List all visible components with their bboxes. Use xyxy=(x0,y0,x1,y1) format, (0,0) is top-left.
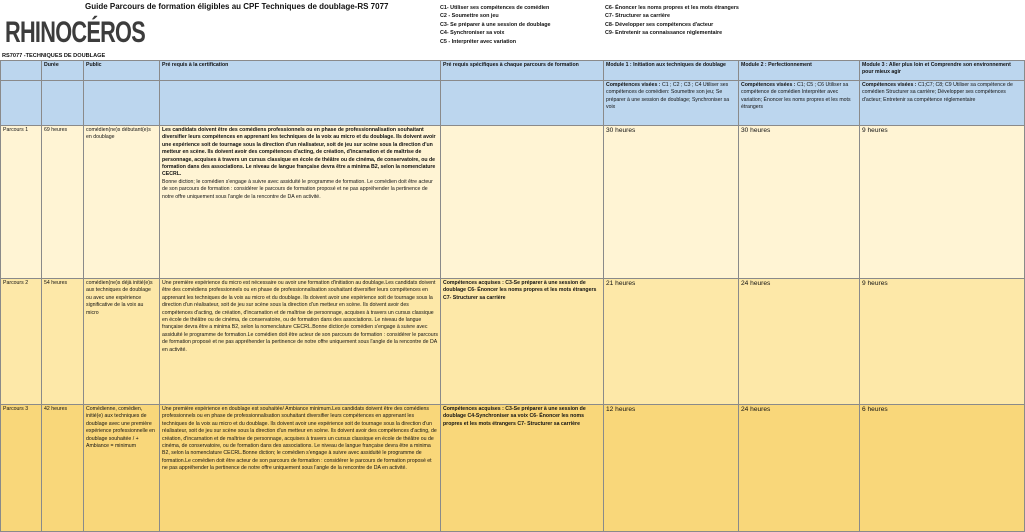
row-module2-hours: 24 heures xyxy=(739,405,860,532)
competence-item: C7- Structurer sa carrière xyxy=(605,13,671,20)
row-label: Parcours 3 xyxy=(1,405,42,532)
competence-item: C2 - Soumettre son jeu xyxy=(440,13,499,20)
row-prereq-spec: Compétences acquises : C3-Se préparer à une session de doublage C6- Énoncer les noms propres et les mots étrangers C7- Structurer sa carrière xyxy=(441,279,604,405)
competence-item: C4- Synchroniser sa voix xyxy=(440,30,505,37)
table-header-row xyxy=(1,61,1025,81)
row-prereq-cert xyxy=(160,405,441,532)
prereq-text: Bonne diction; le comédien s'engage à suivre avec assiduité le programme de formation. Le comédien doit être acteur de son parcours de formation : considérer le parcours de formation proposé et ne pas appréhender la pertinence de notre offre uniquement sous l'angle de la rencontre de DA en activité. xyxy=(162,178,433,200)
table-row xyxy=(1,405,1025,532)
row-public: Comédienne, comédien, initié(e) aux techniques de doublage avec une première expérience professionnelle en doublage souhaitée / + Ambiance = minimum xyxy=(84,405,160,532)
cv-title: Compétences visées : xyxy=(862,82,917,88)
competence-item: C8- Développer ses compétences d'acteur xyxy=(605,21,714,28)
row-public: comédien(ne)s déjà initié(e)s aux techniques de doublage ou avec une expérience significative de la voix au micro xyxy=(84,279,160,405)
logo-wordmark: RHINOCÉROS xyxy=(5,16,199,49)
competence-item: C3- Se préparer à une session de doublage xyxy=(440,21,551,28)
row-prereq-cert xyxy=(160,126,441,279)
prereq-text: Une première expérience du micro est nécessaire ou avoir une formation d'initiation au doublage.Les candidats doivent être des comédiens professionnels ou en phase de professionnalisation souhaitant diversifier leurs compétences en apprenant les techniques de la voix au micro et du doublage. Ils doivent avoir une expérience soit de tournage sous la direction d'un réalisateur, soit de jeu sur scène sous la direction d'un metteur en scène. Ils doivent avoir des compétences d'acting, de création, d'incarnation et de maîtrise de personnage, acquises à travers un cursus classique en école de théâtre ou de cinéma, de conservatoire, ou de formation dans des associations. Le niveau de langue française devra être a minima B2, selon la nomenclature CECRL.Bonne diction;le comédien s'engage à suivre avec assiduité le programme de formation.Le comédien doit être acteur de son parcours de formation : considérer le parcours de formation proposé et ne pas appréhender la pertinence de notre offre uniquement sous l'angle de la rencontre de DA en activité. xyxy=(162,280,438,353)
row-prereq-cert xyxy=(160,279,441,405)
prereq-text: Une première expérience en doublage est souhaitée/ Ambiance minimum.Les candidats doivent être des comédiens professionnels ou en phase de professionnalisation souhaitant diversifier leurs compétences en apprenant les techniques de la voix au micro et du doublage. Ils doivent avoir une expérience soit de tournage sous la direction d'un réalisateur, soit de jeu sur scène sous la direction d'un metteur en scène. Ils doivent avoir des compétences d'acting, de création, d'incarnation et de maîtrise de personnage, acquises à travers un cursus classique en école de théâtre ou de cinéma, de conservatoire, ou de formation dans des associations. Le niveau de langue française devra être a minima B2, selon la nomenclature CECRL.Bonne diction; le comédien s'engage à suivre avec assiduité le programme de formation.Le comédien doit être acteur de son parcours de formation : considérer le parcours de formation proposé et ne pas appréhender la pertinence de notre offre uniquement sous l'angle de la rencontre de DA en activité. xyxy=(162,406,437,472)
row-label: Parcours 1 xyxy=(1,126,42,279)
cv-title: Compétences visées : xyxy=(741,82,796,88)
empty-cell xyxy=(441,81,604,126)
header-prereq-cert: Pré requis à la certification xyxy=(160,61,441,81)
row-label: Parcours 2 xyxy=(1,279,42,405)
header-prereq-spec: Pré requis spécifiques à chaque parcours de formation xyxy=(441,61,604,81)
row-module3-hours: 9 heures xyxy=(860,126,1025,279)
competence-item: C5 - Interpréter avec variation xyxy=(440,38,517,45)
row-module2-hours: 30 heures xyxy=(739,126,860,279)
prereq-bold-text: Les candidats doivent être des comédiens professionnels ou en phase de professionnalisation souhaitant diversifier leurs compétences en apprenant les techniques de la voix au micro et du doublage. Ils doivent avoir une expérience soit de tournage sous la direction d'un réalisateur, soit de jeu sur scène sous la direction d'un metteur en scène. Ils doivent avoir des compétences d'acting, de création, d'incarnation et de maîtrise de personnage, acquises à travers un cursus classique en école de théâtre ou de cinéma, de conservatoire, ou de formation dans des associations. Le niveau de langue française devra être a minima B2, selon la nomenclature CECRL. xyxy=(162,127,436,178)
cv-codes: C1;C7; C8; C9 xyxy=(917,82,952,88)
training-table xyxy=(0,60,1025,532)
empty-cell xyxy=(42,81,84,126)
module2-competences xyxy=(739,81,860,126)
cv-text: Utiliser ses compétences de comédien: Soumettre son jeu; Se préparer à une session de doublage; Synchroniser sa voix xyxy=(606,82,730,111)
table-row xyxy=(1,126,1025,279)
table-caption: RS7077 -TECHNIQUES DE DOUBLAGE xyxy=(2,53,106,59)
competences-list-col2 xyxy=(605,4,739,38)
competences-list-col1 xyxy=(440,4,551,46)
row-module3-hours: 6 heures xyxy=(860,405,1025,532)
competence-item: C6- Énoncer les noms propres et les mots étrangers xyxy=(605,5,739,11)
cv-text: Utiliser sa compétence de comédien Interpréter avec variation; Énoncer les noms propres et les mots étrangers xyxy=(741,82,851,111)
empty-cell xyxy=(84,81,160,126)
row-duree: 42 heures xyxy=(42,405,84,532)
rhinoceros-logo xyxy=(3,6,199,50)
empty-cell xyxy=(1,81,42,126)
row-duree: 69 heures xyxy=(42,126,84,279)
header-empty xyxy=(1,61,42,81)
row-module1-hours: 12 heures xyxy=(604,405,739,532)
row-module3-hours: 9 heures xyxy=(860,279,1025,405)
row-module1-hours: 30 heures xyxy=(604,126,739,279)
cv-title: Compétences visées : xyxy=(606,82,661,88)
competence-item: C9- Entretenir sa connaissance réglementaire xyxy=(605,30,723,37)
row-public: comédien(ne)s débutant(e)s en doublage xyxy=(84,126,160,279)
header-module1: Module 1 : Initiation aux techniques de doublage xyxy=(604,61,739,81)
header-module2: Module 2 : Perfectionnement xyxy=(739,61,860,81)
header-duree: Durée xyxy=(42,61,84,81)
row-module1-hours: 21 heures xyxy=(604,279,739,405)
document-title: Guide Parcours de formation éligibles au CPF Techniques de doublage-RS 7077 xyxy=(85,2,389,11)
row-prereq-spec xyxy=(441,126,604,279)
row-duree: 54 heures xyxy=(42,279,84,405)
competences-visees-row xyxy=(1,81,1025,126)
table-row xyxy=(1,279,1025,405)
header-module3: Module 3 : Aller plus loin et Comprendre son environnement pour mieux agir xyxy=(860,61,1025,81)
cv-codes: C1 ; C2 ; C3 ; C4 xyxy=(661,82,702,88)
cv-codes: C1; C5 ; C6 xyxy=(796,82,825,88)
cv-text: Utiliser sa compétence de comédien Structurer sa carrière; Développer ses compétences d'acteur; Entretenir sa compétence réglementaire xyxy=(862,82,1013,103)
row-prereq-spec: Compétences acquises : C3-Se préparer à une session de doublage C4-Synchroniser sa voix C6- Énoncer les noms propres et les mots étrangers C7- Structurer sa carrière xyxy=(441,405,604,532)
competence-item: C1- Utiliser ses compétences de comédien xyxy=(440,5,550,11)
empty-cell xyxy=(160,81,441,126)
row-module2-hours: 24 heures xyxy=(739,279,860,405)
header-public: Public xyxy=(84,61,160,81)
module3-competences xyxy=(860,81,1025,126)
module1-competences xyxy=(604,81,739,126)
